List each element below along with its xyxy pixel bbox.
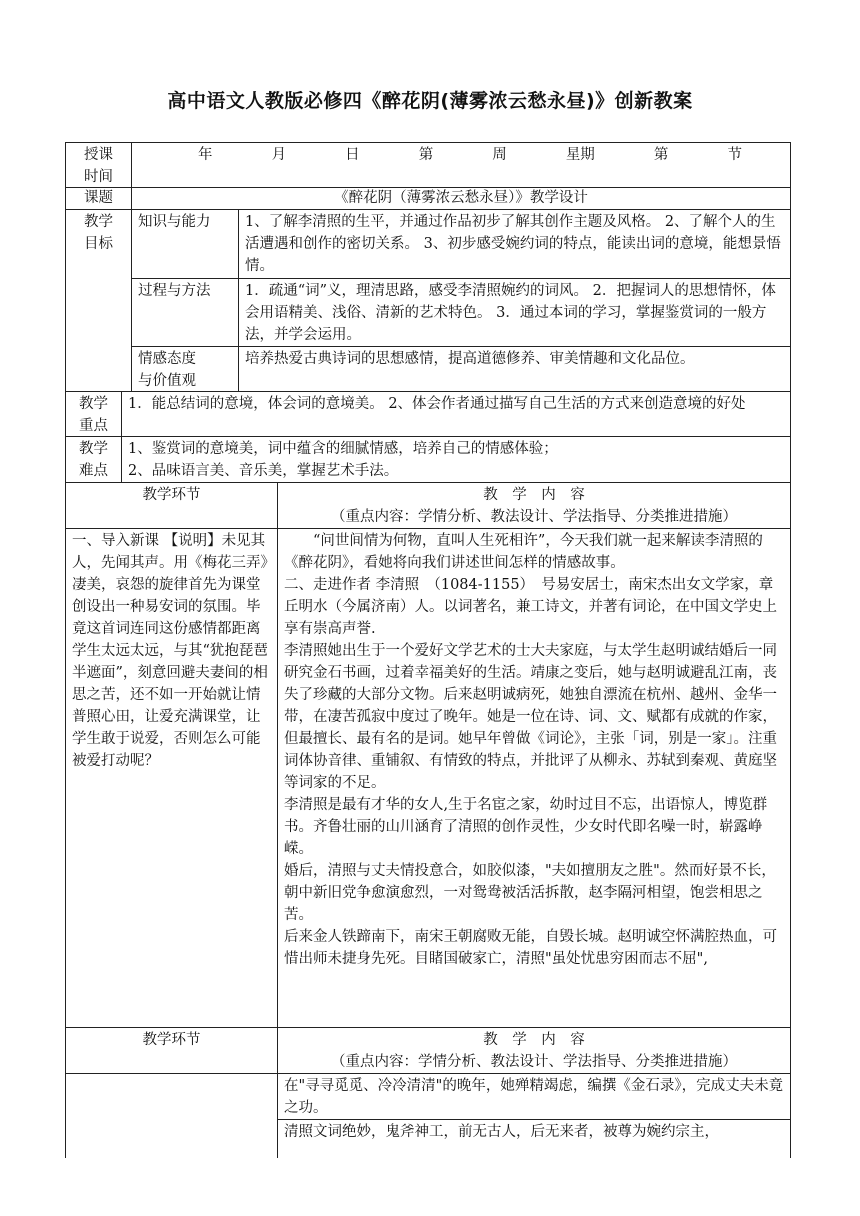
continued-para-1: 在"寻寻觅觅、冷冷清清"的晚年，她殚精竭虑，编撰《金石录》，完成丈夫未竟之功。: [277, 1073, 791, 1120]
intro-notes: 一、导入新课 【说明】未见其人，先闻其声。用《梅花三弄》凄美，哀怨的旋律首先为课堂创设出一种易安词的氛围。毕竟这首词连同这份感情都距离学生太远太远，与其“犹抱琵琶半遮面”，刻意回避夫妻间的相思之苦，还不如一开始就让情普照心田，让爱充满课堂，让学生敢于说爱，否则怎么可能被爱打动呢？: [65, 528, 278, 1028]
date-word: 第: [418, 147, 434, 163]
section-left-header: 教学环节: [65, 482, 278, 529]
page-title: 高中语文人教版必修四《醉花阴(薄雾浓云愁永昼)》创新教案: [167, 90, 693, 112]
section-right-header: 教 学 内 容 （重点内容：学情分析、教法设计、学法指导、分类推进措施）: [277, 482, 791, 529]
content-paragraph: 李清照她出生于一个爱好文学艺术的士大夫家庭，与太学生赵明诚结婚后一同研究金石书画，过着幸福美好的生活。靖康之变后，她与赵明诚避乱江南，丧失了珍藏的大部分文物。后来赵明诚病死，她独自漂流在杭州、越州、金华一带，在凄苦孤寂中度过了晚年。她是一位在诗、词、文、赋都有成就的作家，但最擅长、最有名的是词。她早年曾做《词论》，主张「词，别是一家」。注重词体协音律、重铺叙、有情致的特点，并批评了从柳永、苏轼到秦观、黄庭坚等词家的不足。: [284, 643, 777, 791]
key-points-text: 1．能总结词的意境，体会词的意境美。 2、体会作者通过描写自己生活的方式来创造意境的好处: [121, 391, 791, 437]
lesson-label: 课题: [65, 187, 132, 210]
process-label: 过程与方法: [131, 278, 239, 347]
continued-left: [65, 1073, 278, 1158]
continued-para-2: 清照文词绝妙，鬼斧神工，前无古人，后无来者，被尊为婉约宗主，: [277, 1119, 791, 1158]
content-paragraph: 后来金人铁蹄南下，南宋王朝腐败无能，自毁长城。赵明诚空怀满腔热血，可惜出师未捷身先死。目睹国破家亡，清照"虽处忧患穷困而志不屈",: [284, 929, 777, 967]
content-paragraph: 二、走进作者 李清照 （1084-1155） 号易安居士，南宋杰出女文学家，章丘明水（今属济南）人。以词著名，兼工诗文，并著有词论，在中国文学史上享有崇高声誉.: [284, 577, 777, 637]
emotion-text: 培养热爱古典诗词的思想感情，提高道德修养、审美情趣和文化品位。: [238, 346, 791, 392]
date-word: 节: [727, 147, 742, 163]
goals-label: 教学 目标: [65, 209, 132, 392]
emotion-label: 情感态度 与价值观: [131, 346, 239, 392]
section-left-header-2: 教学环节: [65, 1027, 278, 1074]
content-column: [277, 528, 791, 1028]
time-value: [131, 142, 791, 188]
content-paragraph: “问世间情为何物，直叫人生死相许”，今天我们就一起来解读李清照的《醉花阴》，看她将向我们讲述世间怎样的情感故事。: [284, 533, 763, 571]
knowledge-text: 1、了解李清照的生平，并通过作品初步了解其创作主题及风格。 2、了解个人的生活遭遇和创作的密切关系。 3、初步感受婉约词的特点，能读出词的意境，能想景悟情。: [238, 209, 791, 279]
date-word: 周: [492, 147, 507, 163]
content-paragraph: 婚后，清照与丈夫情投意合，如胶似漆，"夫如擅朋友之胜"。然而好景不长，朝中新旧党争愈演愈烈，一对鸳鸯被活活拆散，赵李隔河相望，饱尝相思之苦。: [284, 863, 776, 923]
time-label: 授课 时间: [65, 142, 132, 188]
process-text: 1．疏通“词”义，理清思路，感受李清照婉约的词风。 2．把握词人的思想情怀，体会用语精美、浅俗、清新的艺术特色。 3．通过本词的学习，掌握鉴赏词的一般方法，并学会运用。: [238, 278, 791, 347]
knowledge-label: 知识与能力: [131, 209, 239, 279]
content-paragraph: 李清照是最有才华的女人,生于名宦之家，幼时过目不忘，出语惊人，博览群书。齐鲁壮丽的山川涵育了清照的创作灵性，少女时代即名噪一时，崭露峥嵘。: [284, 797, 768, 857]
section-right-header-2: 教 学 内 容 （重点内容：学情分析、教法设计、学法指导、分类推进措施）: [277, 1027, 791, 1074]
date-word: 星期: [565, 147, 595, 163]
lesson-title: 《醉花阴（薄雾浓云愁永昼）》教学设计: [131, 187, 791, 210]
date-word: 年: [198, 147, 213, 163]
date-fields: [132, 144, 790, 166]
date-word: 第: [653, 147, 669, 163]
key-points-label: 教学 重点: [65, 391, 122, 437]
difficulties-label: 教学 难点: [65, 436, 122, 483]
difficulties-text: 1、鉴赏词的意境美，词中蕴含的细腻情感，培养自己的情感体验； 2、品味语言美、音乐美，掌握艺术手法。: [121, 436, 791, 483]
date-word: 月: [271, 147, 287, 163]
date-word: 日: [345, 147, 360, 163]
